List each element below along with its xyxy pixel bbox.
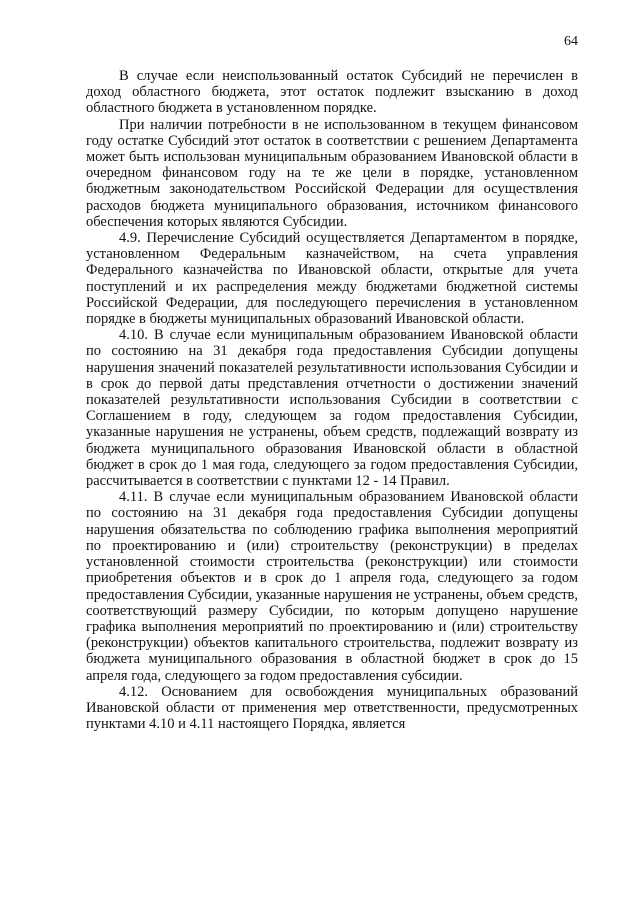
paragraph-4-10-performance-violations: 4.10. В случае если муниципальным образованием Ивановской области по состоянию на 31 декабря года предоставления Субсидии допущены нарушения значений показателей результативности использования Субсидии и в срок до первой даты представления отчетности о достижении значений показателей результативности использования Субсидии в соответствии с Соглашением в году, следующем за годом предоставления Субсидии, указанные нарушения не устранены, объем средств, подлежащий возврату из бюджета муниципального образования Ивановской области в областной бюджет в срок до 1 мая года, следующего за годом предоставления Субсидии, рассчитывается в соответствии с пунктами 12 - 14 Правил.: [86, 327, 578, 490]
page-number: 64: [564, 34, 578, 49]
document-body: [86, 68, 578, 732]
paragraph-4-9-transfer: 4.9. Перечисление Субсидий осуществляется Департаментом в порядке, установленном Федеральным казначейством, на счета управления Федерального казначейства по Ивановской области, открытые для учета поступлений и их распределения между бюджетами бюджетной системы Российской Федерации, для последующего перечисления в установленном порядке в бюджеты муниципальных образований Ивановской области.: [86, 230, 578, 328]
paragraph-unused-balance-return: В случае если неиспользованный остаток Субсидий не перечислен в доход областного бюджета, этот остаток подлежит взысканию в доход областного бюджета в установленном порядке.: [86, 68, 578, 117]
paragraph-4-12-exemption: 4.12. Основанием для освобождения муниципальных образований Ивановской области от применения мер ответственности, предусмотренных пунктами 4.10 и 4.11 настоящего Порядка, является: [86, 683, 578, 733]
paragraph-4-11-schedule-violations: 4.11. В случае если муниципальным образованием Ивановской области по состоянию на 31 декабря года предоставления Субсидии допущены нарушения обязательства по соблюдению графика выполнения мероприятий по проектированию и (или) строительству (реконструкции) в пределах установленной стоимости строительства (реконструкции) или стоимости приобретения объектов и в срок до 1 апреля года, следующего за годом предоставления Субсидии, указанные нарушения не устранены, объем средств, соответствующий размеру Субсидии, по которым допущено нарушение графика выполнения мероприятий по проектированию и (или) строительству (реконструкции) объектов капитального строительства, подлежит возврату из бюджета муниципального образования в областной бюджет в срок до 15 апреля года, следующего за годом предоставления субсидии.: [86, 489, 578, 684]
paragraph-unused-balance-next-year: При наличии потребности в не использованном в текущем финансовом году остатке Субсидий этот остаток в соответствии с решением Департамента может быть использован муниципальным образованием Ивановской области в очередном финансовом году на те же цели в порядке, установленном бюджетным законодательством Российской Федерации для осуществления расходов бюджета муниципального образования, источником финансового обеспечения которых являются Субсидии.: [86, 116, 578, 230]
